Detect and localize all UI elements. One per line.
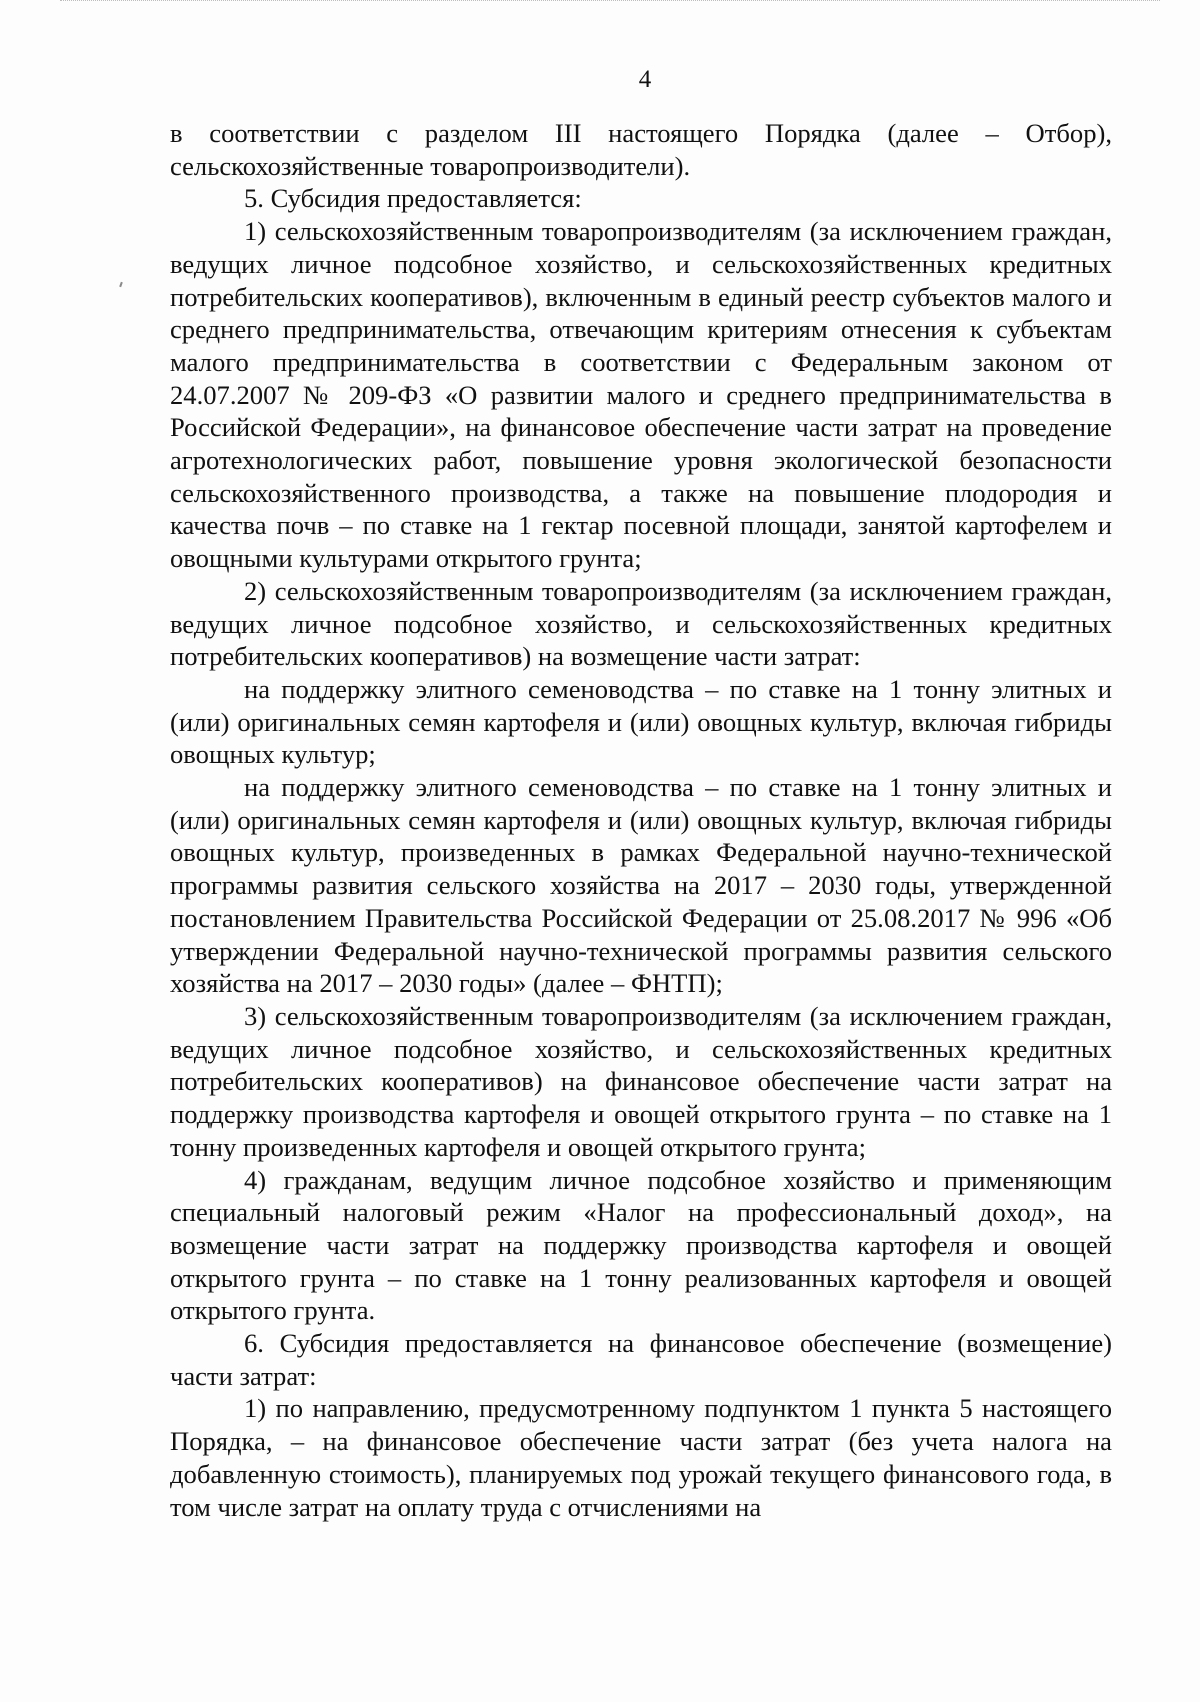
document-body	[170, 117, 1112, 1523]
paragraph-item-6-1: 1) по направлению, предусмотренному подпунктом 1 пункта 5 настоящего Порядка, – на финансовое обеспечение части затрат (без учета налога на добавленную стоимость), планируемых под урожай текущего финансового года, в том числе затрат на оплату труда с отчислениями на	[170, 1393, 1112, 1522]
scan-speck	[119, 282, 123, 287]
scan-top-edge	[60, 0, 1160, 4]
paragraph-item-5-4: 4) гражданам, ведущим личное подсобное хозяйство и применяющим специальный налоговый режим «Налог на профессиональный доход», на возмещение части затрат на поддержку производства картофеля и овощей открытого грунта – по ставке на 1 тонну реализованных картофеля и овощей открытого грунта.	[170, 1164, 1112, 1326]
paragraph-item-5-2-b: на поддержку элитного семеноводства – по ставке на 1 тонну элитных и (или) оригинальных семян картофеля и (или) овощных культур, включая гибриды овощных культур, произведенных в рамках Федеральной научно-технической программы развития сельского хозяйства на 2017 – 2030 годы, утвержденной постановлением Правительства Российской Федерации от 25.08.2017 № 996 «Об утверждении Федеральной научно-технической программы развития сельского хозяйства на 2017 – 2030 годы» (далее – ФНТП);	[170, 772, 1112, 999]
paragraph-item-5-2: 2) сельскохозяйственным товаропроизводителям (за исключением граждан, ведущих личное подсобное хозяйство, и сельскохозяйственных кредитных потребительских кооперативов) на возмещение части затрат:	[170, 575, 1112, 672]
paragraph-item-5-2-a: на поддержку элитного семеноводства – по ставке на 1 тонну элитных и (или) оригинальных семян картофеля и (или) овощных культур, включая гибриды овощных культур;	[170, 673, 1112, 770]
paragraph-item-5-1: 1) сельскохозяйственным товаропроизводителям (за исключением граждан, ведущих личное подсобное хозяйство, и сельскохозяйственных кредитных потребительских кооперативов), включенным в единый реестр субъектов малого и среднего предпринимательства, отвечающим критериям отнесения к субъектам малого предпринимательства в соответствии с Федеральным законом от 24.07.2007 № 209-ФЗ «О развитии малого и среднего предпринимательства в Российской Федерации», на финансовое обеспечение части затрат на проведение агротехнологических работ, повышение уровня экологической безопасности сельскохозяйственного производства, а также на повышение плодородия и качества почв – по ставке на 1 гектар посевной площади, занятой картофелем и овощными культурами открытого грунта;	[170, 216, 1112, 574]
paragraph-item-5-3: 3) сельскохозяйственным товаропроизводителям (за исключением граждан, ведущих личное подсобное хозяйство, и сельскохозяйственных кредитных потребительских кооперативов) на финансовое обеспечение части затрат на поддержку производства картофеля и овощей открытого грунта – по ставке на 1 тонну произведенных картофеля и овощей открытого грунта;	[170, 1000, 1112, 1162]
page-number: 4	[638, 66, 652, 93]
paragraph-item-5: 5. Субсидия предоставляется:	[244, 183, 582, 214]
paragraph-continuation: в соответствии с разделом III настоящего Порядка (далее – Отбор), сельскохозяйственные товаропроизводители).	[170, 118, 1112, 181]
paragraph-item-6: 6. Субсидия предоставляется на финансовое обеспечение (возмещение) части затрат:	[170, 1328, 1112, 1391]
